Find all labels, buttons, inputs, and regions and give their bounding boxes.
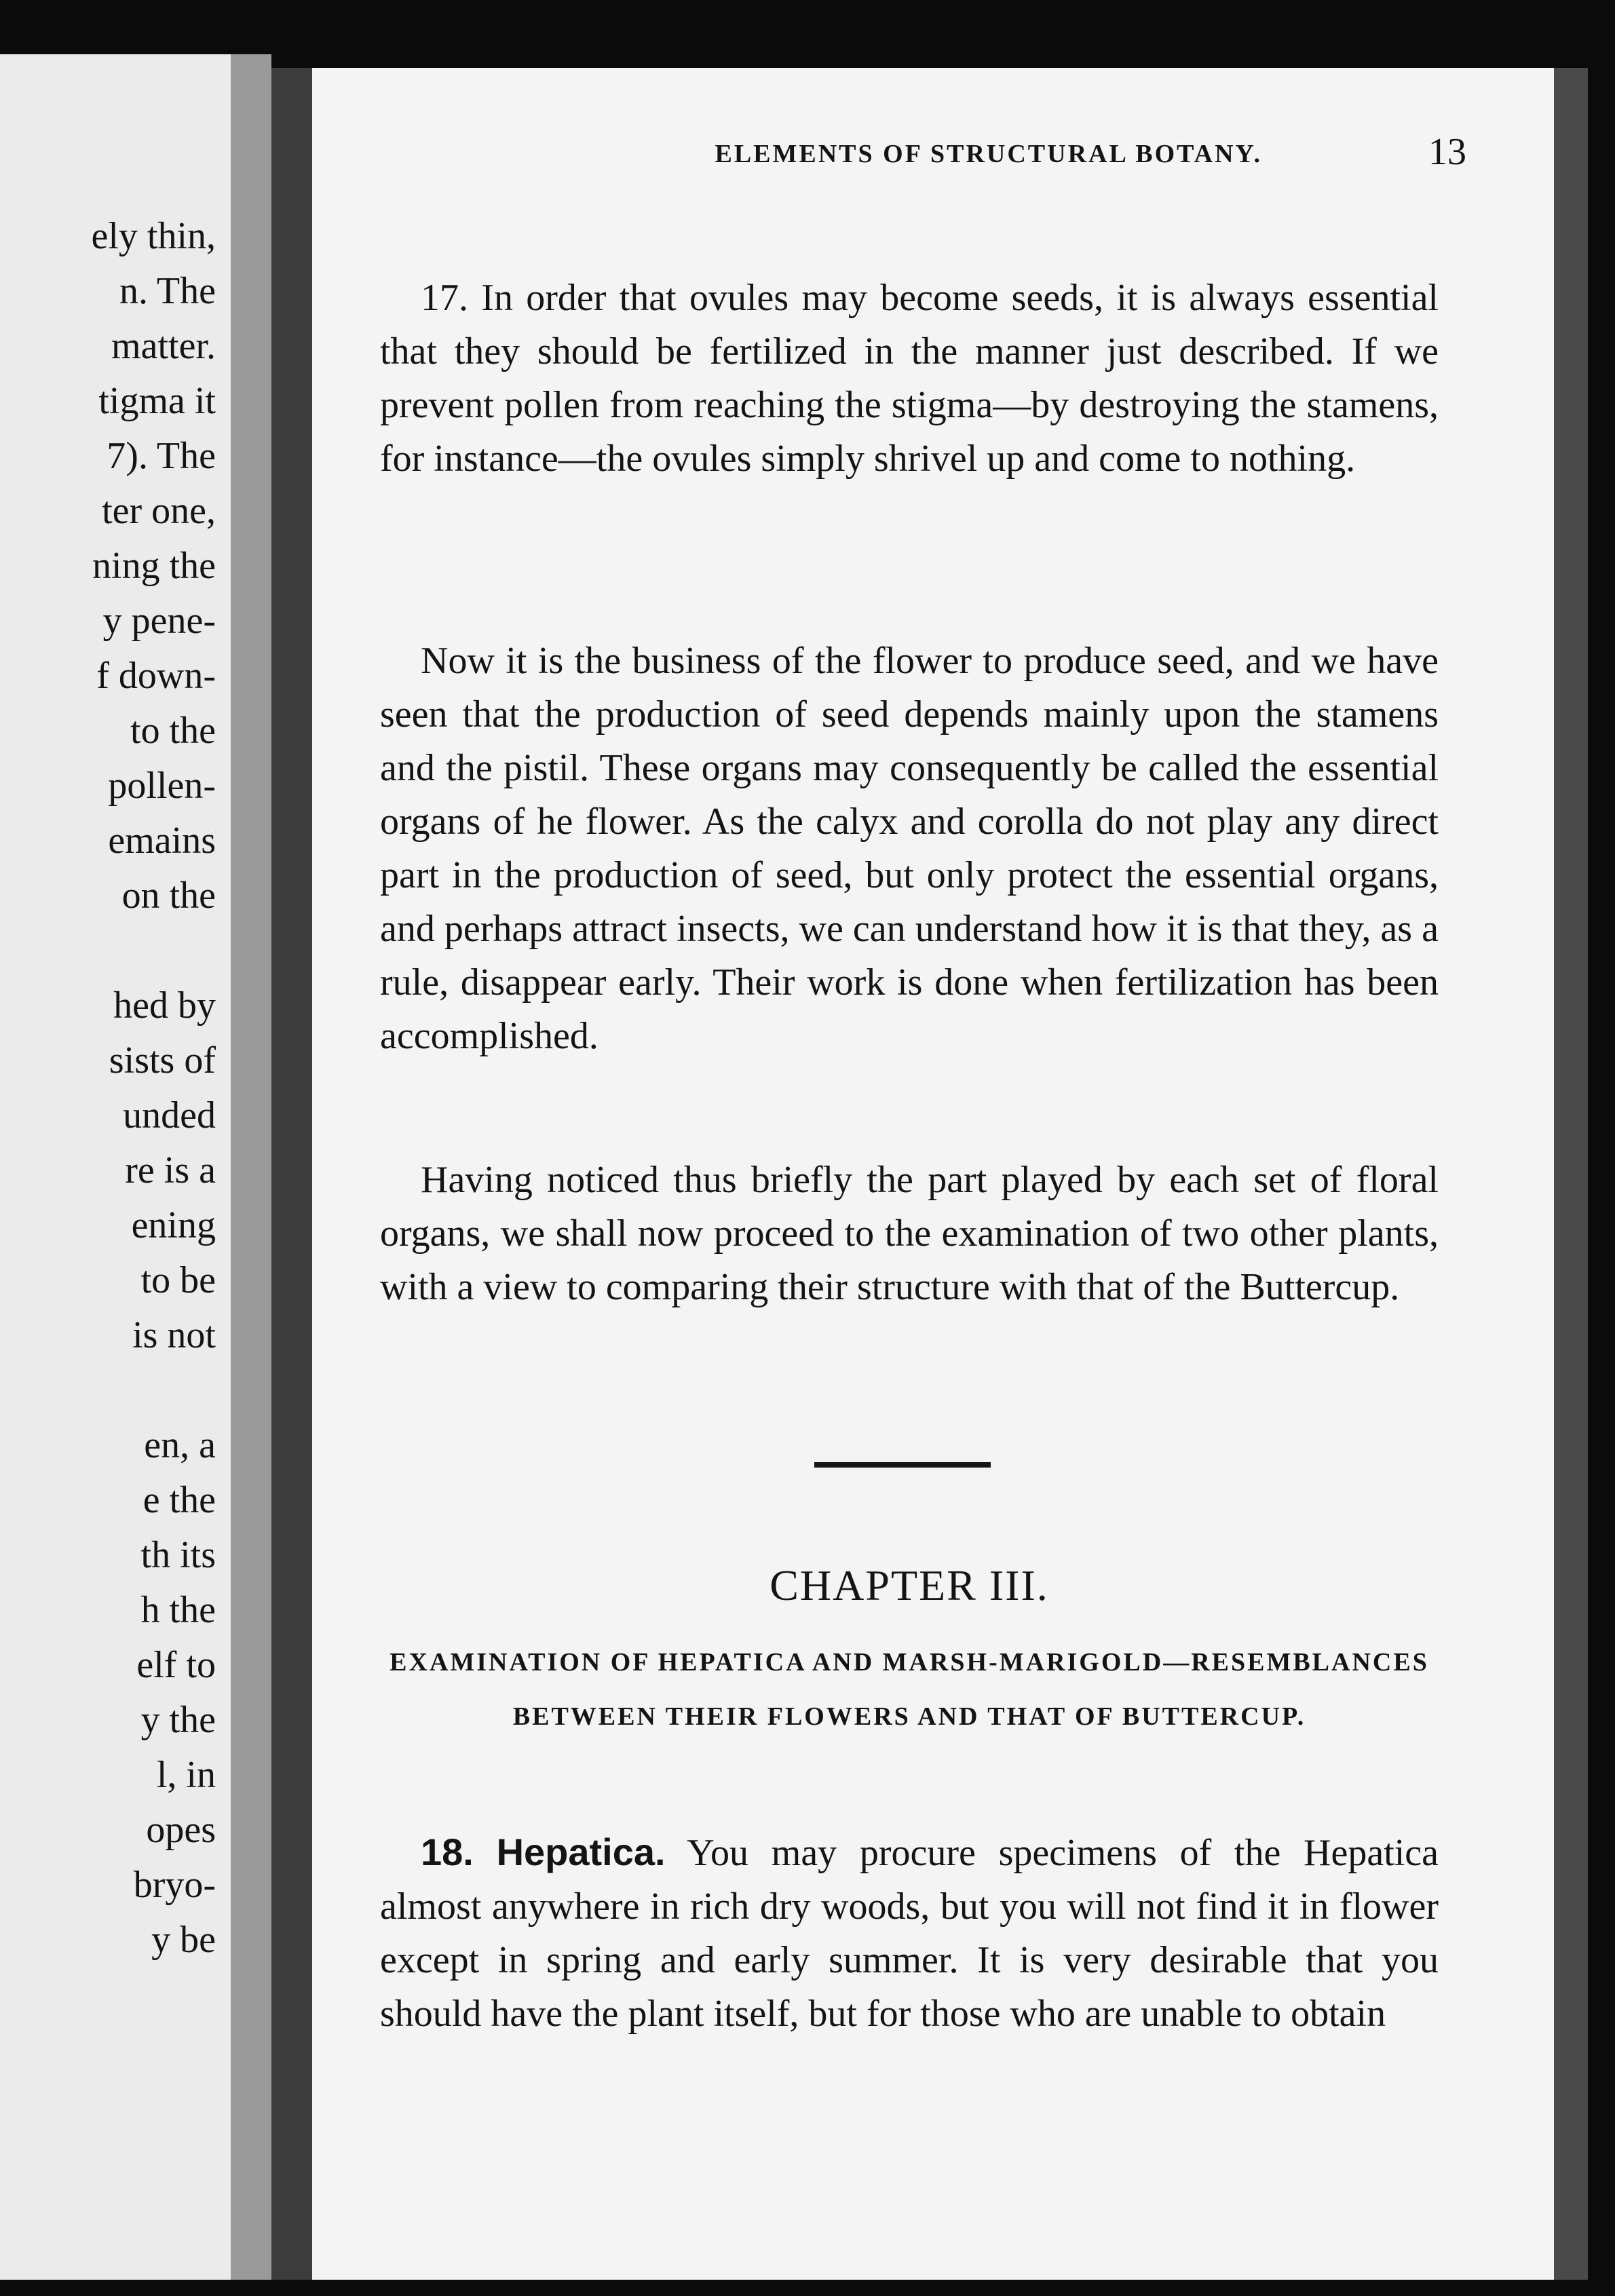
facing-page-line: ely thin, [91, 215, 216, 257]
facing-page-line: ter one, [102, 490, 216, 532]
facing-page-line: n. The [119, 270, 216, 312]
facing-page-line: th its [140, 1534, 216, 1576]
paragraph-text: 17. In order that ovules may become seeds, it is always essential that they should be fertilized in the manner just described. If we prevent pollen from reaching the stigma—by destroying the stamens, for instance—the ovules simply shrivel up and come to nothing. [380, 277, 1439, 480]
facing-page-line: hed by [113, 984, 216, 1027]
chapter-divider-rule [814, 1462, 991, 1468]
facing-page-line: en, a [144, 1424, 216, 1466]
facing-page-line: is not [132, 1314, 216, 1356]
book-page [312, 68, 1574, 2280]
facing-page-line: re is a [125, 1149, 216, 1191]
facing-page-line: f down- [96, 655, 216, 697]
facing-page-line: ning the [92, 545, 216, 587]
facing-page-line: tigma it [98, 380, 216, 422]
facing-page-line: sists of [109, 1039, 216, 1082]
facing-page-line: y the [140, 1699, 216, 1741]
page-number: 13 [1428, 131, 1466, 173]
facing-page-line: l, in [156, 1754, 216, 1796]
facing-page-line: bryo- [133, 1864, 216, 1906]
facing-page-line: 7). The [107, 435, 216, 477]
paragraph-17 [380, 271, 1439, 486]
paragraph-18-hepatica [380, 1825, 1439, 2041]
section-text: You may procure specimens of the Hepatica almost anywhere in rich dry woods, but you will not find it in flower except in spring and early summer. It is very desirable that you should have the plant itself, but for those who are unable to obtain [380, 1832, 1439, 2035]
facing-page-line: y be [151, 1919, 216, 1961]
binding-gutter [231, 54, 271, 2280]
chapter-subtitle: EXAMINATION OF HEPATICA AND MARSH-MARIGOLD—RESEMBLANCES BETWEEN THEIR FLOWERS AND THAT OF BUTTERCUP. [390, 1648, 1429, 1731]
chapter-heading: CHAPTER III. [770, 1561, 1049, 1609]
facing-page-line: pollen- [108, 765, 216, 807]
facing-page-line: emains [108, 820, 216, 862]
page-edge-shadow [1554, 68, 1588, 2280]
facing-page-line: elf to [136, 1644, 216, 1686]
facing-page-line: unded [123, 1094, 216, 1136]
facing-page-line: opes [146, 1809, 216, 1851]
facing-page-fragment [0, 54, 231, 2280]
section-number: 18. [421, 1831, 474, 1873]
facing-page-line: e the [142, 1479, 216, 1521]
section-title: Hepatica. [496, 1831, 666, 1873]
facing-page-line: y pene- [102, 600, 216, 642]
facing-page-line: h the [140, 1589, 216, 1631]
facing-page-line: on the [121, 875, 216, 917]
paragraph-text: Now it is the business of the flower to produce seed, and we have seen that the production of seed depends mainly upon the stamens and the pistil. These organs may consequently be called the essential organs of he flower. As the calyx and corolla do not play any direct part in the production of seed, but only protect the essential organs, and perhaps attract insects, we can understand how it is that they, as a rule, disappear early. Their work is done when fertilization has been accomplished. [380, 640, 1439, 1057]
facing-page-line: to be [140, 1259, 216, 1301]
paragraph-transition [380, 1153, 1439, 1314]
facing-page-line: matter. [111, 325, 216, 367]
facing-page-line: ening [131, 1204, 216, 1246]
paragraph-text: Having noticed thus briefly the part played by each set of floral organs, we shall now proceed to the examination of two other plants, with a view to comparing their structure with that of the Buttercup. [380, 1159, 1439, 1308]
facing-page-line: to the [130, 710, 216, 752]
running-head: ELEMENTS OF STRUCTURAL BOTANY. [715, 140, 1262, 168]
paragraph-essential-organs [380, 634, 1439, 1063]
